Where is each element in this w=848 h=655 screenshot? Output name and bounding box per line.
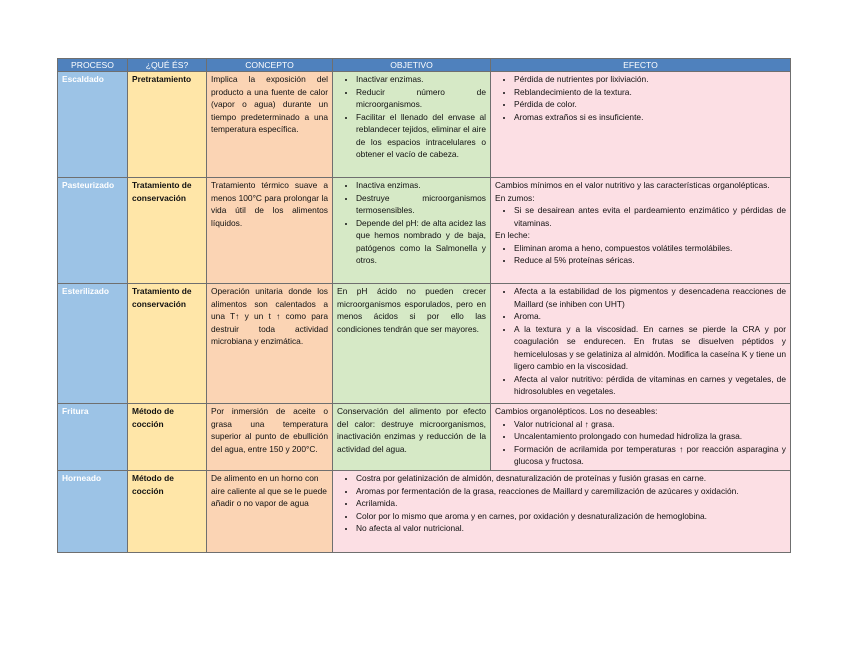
list-item: • Reblandecimiento de la textura. bbox=[514, 86, 786, 99]
cell-proceso: Fritura bbox=[58, 404, 128, 471]
list-item: • Aromas extraños si es insuficiente. bbox=[514, 111, 786, 124]
list-item: • Facilitar el llenado del envase al reblandecer tejidos, eliminar el aire de los espacios intracelulares o obtener el vacío de cabeza. bbox=[356, 111, 486, 161]
cell-objetivo bbox=[333, 178, 491, 284]
list-item: • Inactiva enzimas. bbox=[356, 179, 486, 192]
list-item: • Aroma. bbox=[514, 310, 786, 323]
header-que-es: ¿QUÉ ÉS? bbox=[128, 59, 207, 72]
list-item: • Inactivar enzimas. bbox=[356, 73, 486, 86]
list-item: • Eliminan aroma a heno, compuestos volátiles termolábiles. bbox=[514, 242, 786, 255]
cell-proceso: Esterilizado bbox=[58, 284, 128, 404]
row-fritura bbox=[58, 404, 791, 471]
list-item: • A la textura y a la viscosidad. En carnes se pierde la CRA y por coagulación se endurecen. En frutas se disuelven péptidos y hemicelulosas y se gelatiniza al almidón. Modifica la caseína K y tiene un ligero cambio en la viscosidad. bbox=[514, 323, 786, 373]
list-item: • Pérdida de nutrientes por lixiviación. bbox=[514, 73, 786, 86]
list-item: • Depende del pH: de alta acidez las que hemos nombrado y de baja, patógenos como la Salmonella y otros. bbox=[356, 217, 486, 267]
cell-efecto bbox=[491, 284, 791, 404]
cell-que-es: Pretratamiento bbox=[128, 72, 207, 178]
process-table bbox=[57, 58, 791, 553]
cell-concepto: Tratamiento térmico suave a menos 100°C para prolongar la vida útil de los alimentos líquidos. bbox=[207, 178, 333, 284]
efecto-label-leche: En leche: bbox=[495, 230, 530, 240]
row-horneado bbox=[58, 471, 791, 553]
cell-concepto: Implica la exposición del producto a una fuente de calor (vapor o agua) durante un tiempo predeterminado a una temperatura específica. bbox=[207, 72, 333, 178]
efecto-intro: Cambios mínimos en el valor nutritivo y las características organolépticas. bbox=[495, 180, 770, 190]
cell-proceso: Pasteurizado bbox=[58, 178, 128, 284]
cell-objetivo-efecto bbox=[333, 471, 791, 553]
header-concepto: CONCEPTO bbox=[207, 59, 333, 72]
row-esterilizado bbox=[58, 284, 791, 404]
list-item: • Acrilamida. bbox=[356, 497, 786, 510]
list-item: • Valor nutricional al ↑ grasa. bbox=[514, 418, 786, 431]
cell-objetivo bbox=[333, 72, 491, 178]
cell-concepto: Por inmersión de aceite o grasa una temperatura superior al punto de ebullición del agua, entre 150 y 200°C. bbox=[207, 404, 333, 471]
cell-proceso: Escaldado bbox=[58, 72, 128, 178]
cell-proceso: Horneado bbox=[58, 471, 128, 553]
header-efecto: EFECTO bbox=[491, 59, 791, 72]
cell-que-es: Tratamiento de conservación bbox=[128, 284, 207, 404]
cell-que-es: Tratamiento de conservación bbox=[128, 178, 207, 284]
list-item: • Si se desairean antes evita el pardeamiento enzimático y pérdidas de vitaminas. bbox=[514, 204, 786, 229]
header-row bbox=[58, 59, 791, 72]
list-item: • Color por lo mismo que aroma y en carnes, por oxidación y desnaturalización de hemoglobina. bbox=[356, 510, 786, 523]
cell-efecto bbox=[491, 178, 791, 284]
list-item: • Afecta al valor nutritivo: pérdida de vitaminas en carnes y vegetales, de hidrosolubles en vegetales. bbox=[514, 373, 786, 398]
cell-objetivo: Conservación del alimento por efecto del calor: destruye microorganismos, inactivación enzimas y reducción de la actividad del agua. bbox=[333, 404, 491, 471]
list-item: • Reduce al 5% proteínas séricas. bbox=[514, 254, 786, 267]
row-pasteurizado bbox=[58, 178, 791, 284]
list-item: • Uncalentamiento prolongado con humedad hidroliza la grasa. bbox=[514, 430, 786, 443]
cell-objetivo: En pH ácido no pueden crecer microorganismos esporulados, pero en menos ácidos si por ello las condiciones tendrán que ser mayores. bbox=[333, 284, 491, 404]
header-proceso: PROCESO bbox=[58, 59, 128, 72]
row-escaldado bbox=[58, 72, 791, 178]
efecto-label-zumos: En zumos: bbox=[495, 192, 535, 203]
cell-efecto bbox=[491, 72, 791, 178]
list-item: • Reducir número de microorganismos. bbox=[356, 86, 486, 111]
cell-que-es: Método de cocción bbox=[128, 404, 207, 471]
cell-que-es: Método de cocción bbox=[128, 471, 207, 553]
header-objetivo: OBJETIVO bbox=[333, 59, 491, 72]
list-item: • No afecta al valor nutricional. bbox=[356, 522, 786, 535]
cell-concepto: De alimento en un horno con aire caliente al que se le puede añadir o no vapor de agua bbox=[207, 471, 333, 553]
list-item: • Afecta a la estabilidad de los pigmentos y desencadena reacciones de Maillard (se inhiben con UHT) bbox=[514, 285, 786, 310]
list-item: • Formación de acrilamida por temperaturas ↑ por reacción asparagina y glucosa y fructosa. bbox=[514, 443, 786, 468]
list-item: • Destruye microorganismos termosensibles. bbox=[356, 192, 486, 217]
cell-concepto: Operación unitaria donde los alimentos son calentados a una T↑ y un t ↑ como para destruir toda actividad microbiana y enzimática. bbox=[207, 284, 333, 404]
efecto-intro: Cambios organolépticos. Los no deseables: bbox=[495, 406, 658, 416]
list-item: • Aromas por fermentación de la grasa, reacciones de Maillard y caremilización de azúcares y oxidación. bbox=[356, 485, 786, 498]
list-item: • Pérdida de color. bbox=[514, 98, 786, 111]
cell-efecto bbox=[491, 404, 791, 471]
list-item: • Costra por gelatinización de almidón, desnaturalización de proteínas y fusión grasas en carne. bbox=[356, 472, 786, 485]
